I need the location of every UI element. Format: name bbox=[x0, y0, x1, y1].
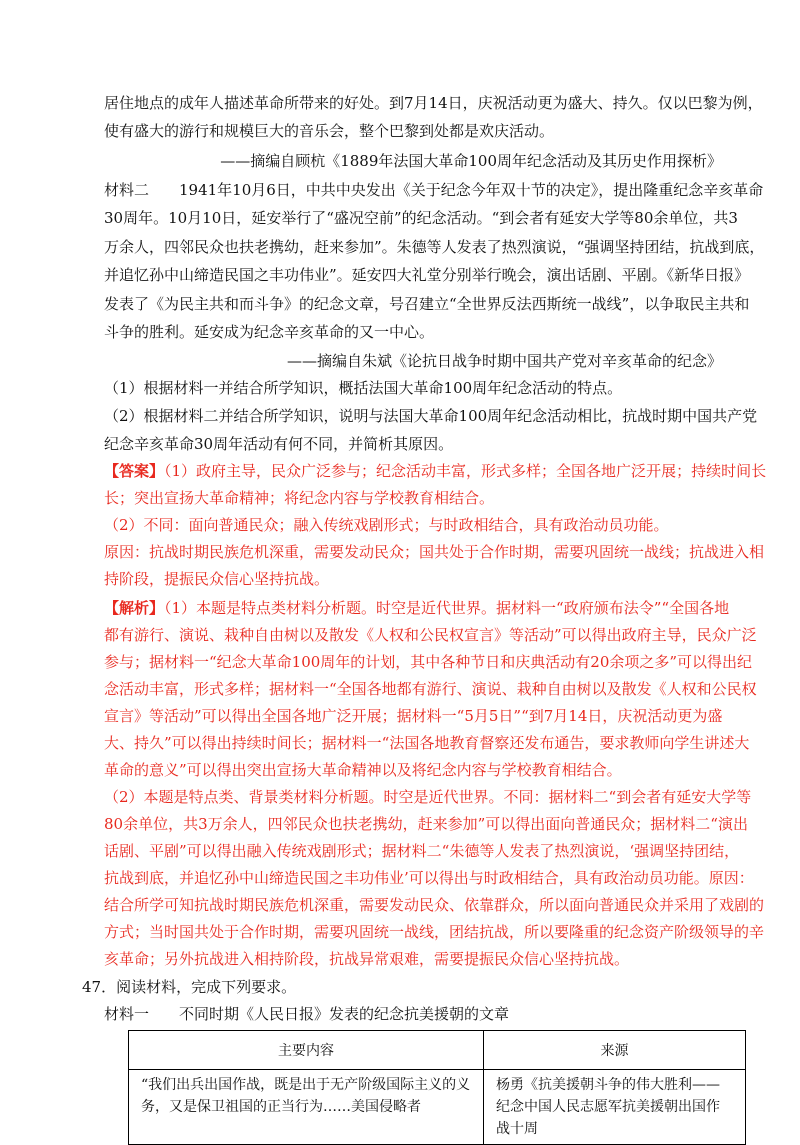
explanation-line: 念活动丰富，形式多样；据材料一“全国各地都有游行、演说、栽种自由树以及散发《人权和公民权 bbox=[104, 680, 757, 698]
question-1: （1）根据材料一并结合所学知识，概括法国大革命100周年纪念活动的特点。 bbox=[104, 379, 623, 397]
explanation-line: 结合所学可知抗战时期民族危机深重，需要发动民众、依靠群众，所以面向普通民众并采用了戏剧的 bbox=[104, 896, 765, 914]
text-line: 发表了《为民主共和而斗争》的纪念文章，号召建立“全世界反法西斯统一战线”，以争取民主共和 bbox=[104, 295, 750, 313]
answer-line: 持阶段，提振民众信心坚持抗战。 bbox=[104, 570, 330, 588]
explanation-line: 参与；据材料一“纪念大革命100周年的计划，其中各种节日和庆典活动有20余项之多”可以得出纪 bbox=[104, 653, 753, 671]
table-row bbox=[129, 1070, 746, 1145]
explanation-line: 抗战到底，并追忆孙中山缔造民国之丰功伟业’可以得出与时政相结合，具有政治动员功能。原因： bbox=[104, 869, 754, 887]
table-header: 主要内容 bbox=[129, 1031, 484, 1070]
explanation-line: 宣言》等活动”可以得出全国各地广泛开展；据材料一“5月5日”“到7月14日，庆祝活动更为盛 bbox=[104, 707, 723, 725]
table-header: 来源 bbox=[484, 1031, 746, 1070]
text-line: 30周年。10月10日，延安举行了“盛况空前”的纪念活动。“到会者有延安大学等80余单位，共3 bbox=[104, 209, 738, 227]
text-line: 材料二 1941年10月6日，中共中央发出《关于纪念今年双十节的决定》，提出隆重纪念辛亥革命 bbox=[104, 181, 764, 199]
explanation-line: 80余单位，共3万余人，四邻民众也扶老携幼，赶来参加”可以得出面向普通民众；据材料二“演出 bbox=[104, 815, 748, 833]
text-line: 使有盛大的游行和规模巨大的音乐会，整个巴黎到处都是欢庆活动。 bbox=[104, 122, 555, 140]
explanation-line: 话剧、平剧”可以得出融入传统戏剧形式；据材料二“朱德等人发表了热烈演说，‘强调坚持团结， bbox=[104, 842, 740, 860]
table-cell: 杨勇《抗美援朝斗争的伟大胜利——纪念中国人民志愿军抗美援朝出国作战十周 bbox=[484, 1070, 746, 1145]
citation: ——摘编自朱斌《论抗日战争时期中国共产党对辛亥革命的纪念》 bbox=[286, 352, 722, 370]
explanation-tag: 【解析】 bbox=[104, 599, 165, 617]
citation: ——摘编自顾杭《1889年法国大革命100周年纪念活动及其历史作用探析》 bbox=[220, 152, 722, 170]
question-2-cont: 纪念辛亥革命30周年活动有何不同，并简析其原因。 bbox=[104, 435, 454, 453]
text-line: 并追忆孙中山缔造民国之丰功伟业”。延安四大礼堂分别举行晚会，演出话剧、平剧。《新华日报》 bbox=[104, 266, 750, 284]
answer-tag: 【答案】 bbox=[104, 462, 165, 480]
text-line: 万余人，四邻民众也扶老携幼，赶来参加”。朱德等人发表了热烈演说，“强调坚持团结，抗战到底， bbox=[104, 238, 765, 256]
material-1-title: 材料一 不同时期《人民日报》发表的纪念抗美援朝的文章 bbox=[104, 1005, 510, 1023]
question-2: （2）根据材料二并结合所学知识，说明与法国大革命100周年纪念活动相比，抗战时期中国共产党 bbox=[104, 407, 758, 425]
table-header-row bbox=[129, 1031, 746, 1070]
explanation-line: 方式；当时国共处于合作时期，需要巩固统一战线，团结抗战，所以要隆重的纪念资产阶级领导的辛 bbox=[104, 923, 765, 941]
answer-line: （2）不同：面向普通民众；融入传统戏剧形式；与时政相结合，具有政治动员功能。 bbox=[104, 516, 669, 534]
question-47-title: 47．阅读材料，完成下列要求。 bbox=[82, 978, 297, 996]
explanation-line: 革命的意义”可以得出突出宣扬大革命精神以及将纪念内容与学校教育相结合。 bbox=[104, 761, 622, 779]
explanation-line: 大、持久”可以得出持续时间长；据材料一“法国各地教育督察还发布通告，要求教师向学生讲述大 bbox=[104, 734, 750, 752]
material-table bbox=[128, 1030, 746, 1145]
text-line: 居住地点的成年人描述革命所带来的好处。到7月14日，庆祝活动更为盛大、持久。仅以巴黎为例， bbox=[104, 94, 763, 112]
answer-line bbox=[104, 461, 766, 481]
explanation-line: 都有游行、演说、栽种自由树以及散发《人权和公民权宣言》等活动”可以得出政府主导，民众广泛 bbox=[104, 626, 757, 644]
table-cell: “我们出兵出国作战，既是出于无产阶级国际主义的义务，又是保卫祖国的正当行为……美国侵略者 bbox=[129, 1070, 484, 1145]
text-line: 斗争的胜利。延安成为纪念辛亥革命的又一中心。 bbox=[104, 323, 435, 341]
answer-text: （1）政府主导，民众广泛参与；纪念活动丰富，形式多样；全国各地广泛开展；持续时间长 bbox=[164, 462, 767, 480]
explanation-text: （1）本题是特点类材料分析题。时空是近代世界。据材料一“政府颁布法令”“全国各地 bbox=[164, 599, 730, 617]
explanation-line bbox=[104, 598, 729, 618]
answer-line: 原因：抗战时期民族危机深重，需要发动民众；国共处于合作时期，需要巩固统一战线；抗战进入相 bbox=[104, 543, 765, 561]
explanation-line: （2）本题是特点类、背景类材料分析题。时空是近代世界。不同：据材料二“到会者有延安大学等 bbox=[104, 788, 752, 806]
explanation-line: 亥革命；另外抗战进入相持阶段，抗战异常艰难，需要提振民众信心坚持抗战。 bbox=[104, 950, 630, 968]
answer-line: 长；突出宣扬大革命精神；将纪念内容与学校教育相结合。 bbox=[104, 489, 495, 507]
